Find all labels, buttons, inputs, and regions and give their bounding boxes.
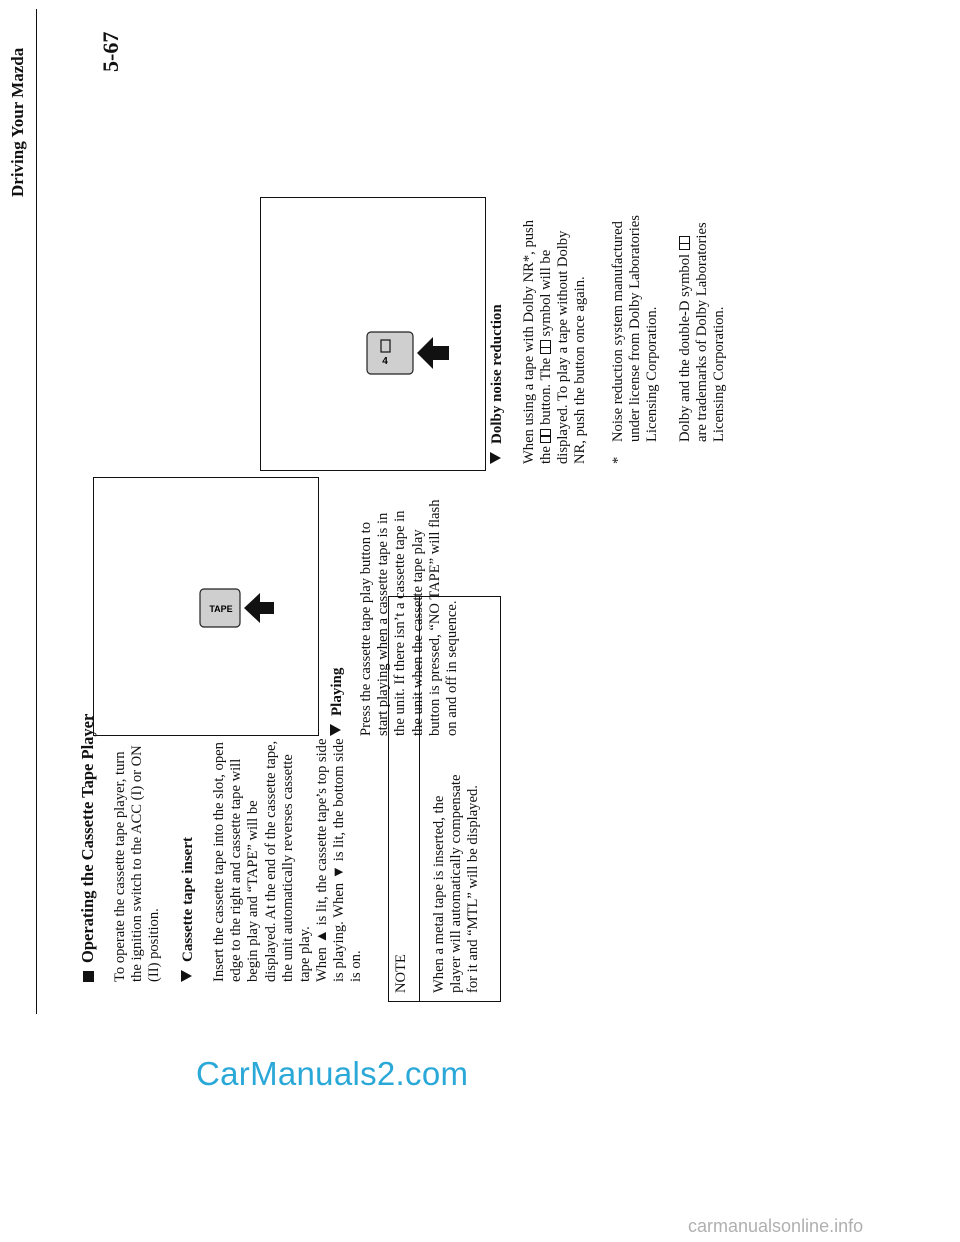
dolby-text-part: symbol will be (538, 249, 554, 341)
dolby-heading-text: Dolby noise reduction (489, 304, 505, 444)
section-heading-text: Operating the Cassette Tape Player (78, 713, 97, 963)
triangle-bullet-icon (181, 970, 192, 982)
arrow-icon (417, 337, 449, 369)
tape-button-illustration (94, 478, 318, 735)
insert-text: Insert the cassette tape into the slot, open edge to the right and cassette tape will begin play and “TAPE” will be displayed. At the end of the cassette tape, the unit automatically reverses cassette tape play. (211, 740, 314, 982)
dolby-text-line2 (538, 104, 555, 464)
playing-heading-text: Playing (329, 667, 345, 716)
header-rule (36, 9, 37, 1014)
dolby-text-rest: displayed. To play a tape without Dolby NR, push the button once again. (555, 230, 589, 464)
dolby-figure (260, 197, 486, 471)
cassette-insert-heading (180, 837, 197, 982)
footnote-license: Noise reduction system manufactured under license from Dolby Laboratories Licensing Corporation. (610, 215, 661, 442)
playing-text: Press the cassette tape play button to start playing when a cassette tape is in the unit. If there isn’t a cassette tape in the unit when the cassette tape play button is pressed, “NO TAPE” will flash on and off in sequence. (358, 499, 461, 736)
note-text: When a metal tape is inserted, the player will automatically compensate for it and “MTL” will be displayed. (431, 774, 482, 993)
dolby-text-part: the (538, 442, 554, 464)
footnote-mark: * (610, 456, 626, 464)
tape-button-label: TAPE (209, 604, 233, 614)
section-title: Driving Your Mazda (8, 47, 27, 197)
playing-heading (329, 668, 346, 736)
dolby-text-part: button. The (538, 354, 554, 429)
dolby-symbol-icon (540, 340, 551, 354)
intro-text: To operate the cassette tape player, turn the ignition switch to the ACC (I) or ON (II) position. (112, 745, 163, 982)
dolby-symbol-icon (679, 236, 690, 250)
dolby-button-illustration (261, 198, 485, 470)
footnote-trademark-rest: are trademarks of Dolby Laboratories Licensing Corporation. (694, 222, 728, 442)
triangle-bullet-icon (330, 724, 341, 736)
page-number: 5-67 (98, 31, 123, 72)
triangle-bullet-icon (490, 452, 501, 464)
footnote-text-part: Dolby and the double-D symbol (677, 250, 693, 442)
square-bullet-icon (83, 971, 94, 982)
arrow-icon (244, 593, 274, 623)
source-watermark: carmanualsonline.info (688, 1216, 864, 1236)
dolby-button-face (367, 332, 413, 374)
footnote-trademark-line1 (677, 102, 694, 442)
tape-figure (93, 477, 319, 736)
direction-text: When ▲ is lit, the cassette tape’s top side is playing. When ▼ is lit, the bottom side is on. (314, 738, 365, 982)
dolby-button-number: 4 (382, 356, 388, 367)
dolby-text-line1: When using a tape with Dolby NR*, push (521, 219, 537, 464)
dolby-symbol-icon (540, 429, 551, 443)
watermark-logo[interactable]: CarManuals2.com (196, 1055, 469, 1092)
dolby-heading (489, 304, 506, 464)
cassette-insert-heading-text: Cassette tape insert (180, 837, 196, 962)
note-title: NOTE (393, 954, 409, 993)
section-heading (78, 714, 98, 982)
